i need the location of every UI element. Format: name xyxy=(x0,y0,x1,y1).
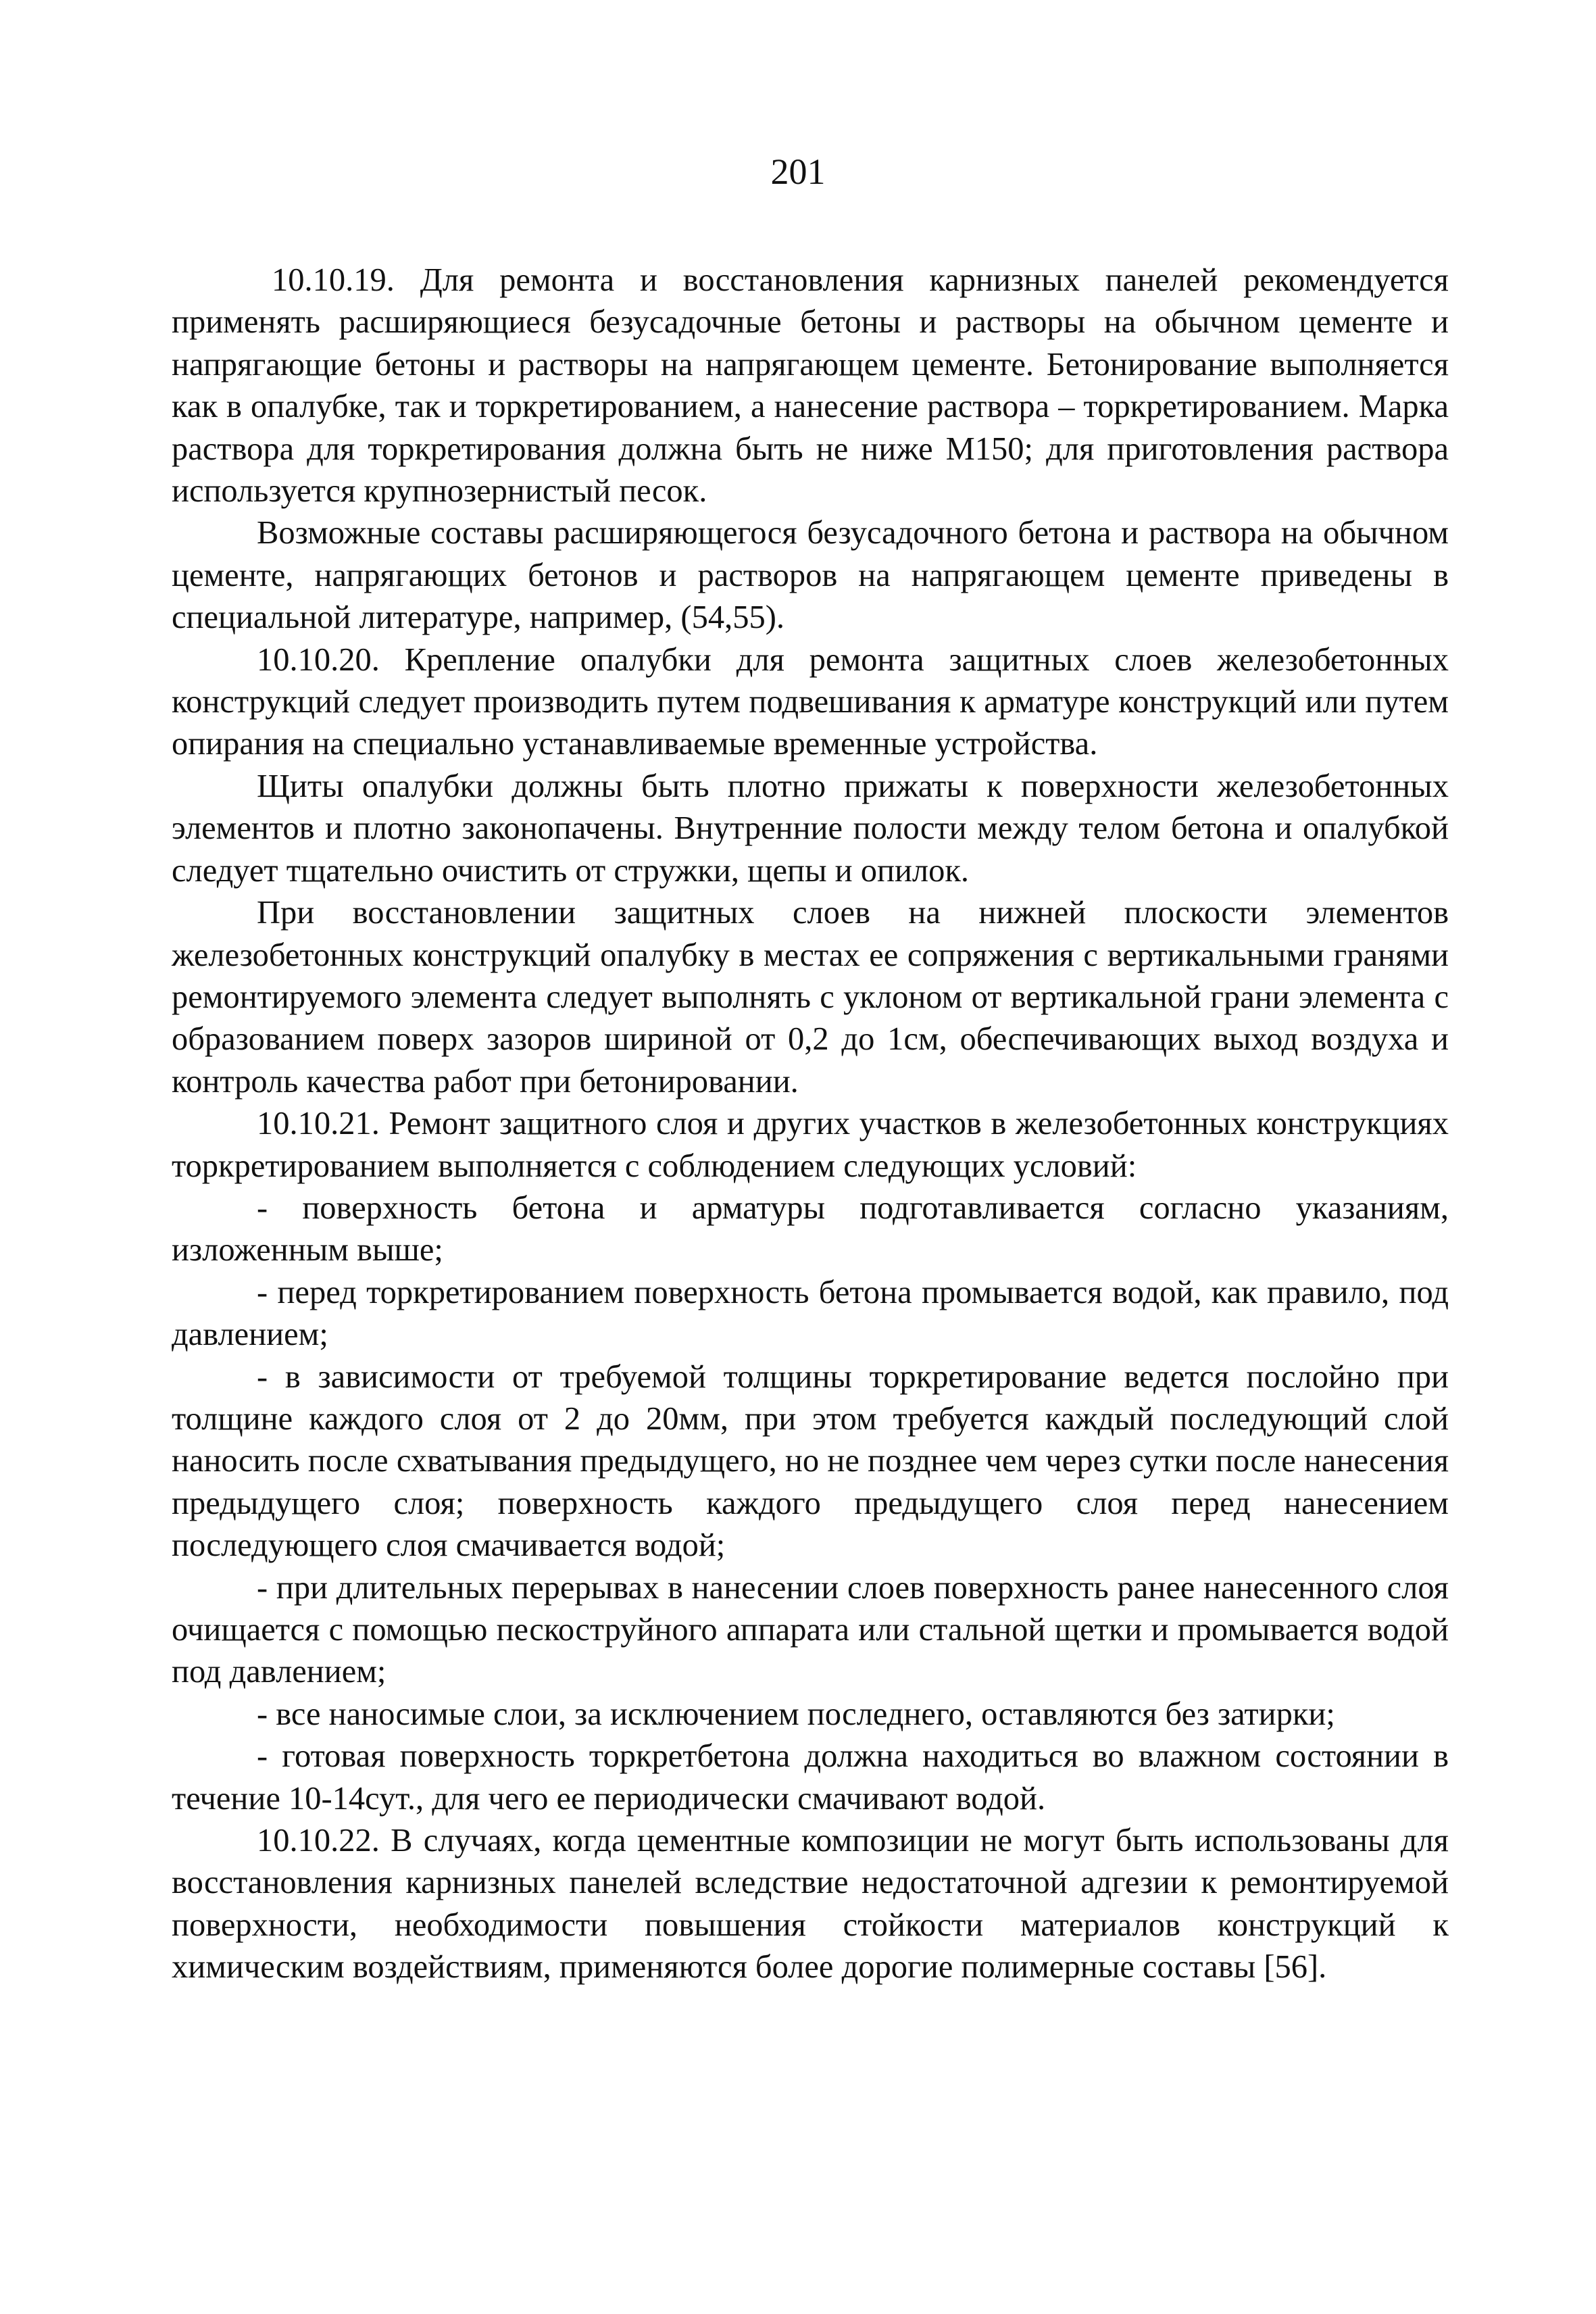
paragraph-restoration-lower-plane: При восстановлении защитных слоев на нижней плоскости элементов железобетонных конструкций опалубку в местах ее сопряжения с вертикальными гранями ремонтируемого элемента следует выполнять с уклоном от вертикальной грани элемента с образованием поверх зазоров шириной от 0,2 до 1см, обеспечивающих выход воздуха и контроль качества работ при бетонировании. xyxy=(172,895,1449,1100)
paragraph-10-10-21: 10.10.21. Ремонт защитного слоя и других участков в железобетонных конструкциях торкретированием выполняется с соблюдением следующих условий: xyxy=(172,1106,1449,1184)
list-item-washing: - перед торкретированием поверхность бетона промывается водой, как правило, под давлением; xyxy=(172,1274,1449,1353)
page-number: 201 xyxy=(770,151,826,192)
paragraph-possible-compositions: Возможные составы расширяющегося безусадочного бетона и раствора на обычном цементе, напрягающих бетонов и растворов на напрягающем цементе приведены в специальной литературе, например, (54,55). xyxy=(172,515,1449,636)
list-item-moist-curing: - готовая поверхность торкретбетона должна находиться во влажном состоянии в течение 10-14сут., для чего ее периодически смачивают водой. xyxy=(172,1738,1449,1817)
paragraph-10-10-20: 10.10.20. Крепление опалубки для ремонта защитных слоев железобетонных конструкций следует производить путем подвешивания к арматуре конструкций или путем опирания на специально устанавливаемые временные устройства. xyxy=(172,641,1449,762)
list-item-layering: - в зависимости от требуемой толщины торкретирование ведется послойно при толщине каждого слоя от 2 до 20мм, при этом требуется каждый последующий слой наносить после схватывания предыдущего, но не позднее чем через сутки после нанесения предыдущего слоя; поверхность каждого предыдущего слоя перед нанесением последующего слоя смачивается водой; xyxy=(172,1358,1449,1564)
list-item-long-breaks: - при длительных перерывах в нанесении слоев поверхность ранее нанесенного слоя очищается с помощью пескоструйного аппарата или стальной щетки и промывается водой под давлением; xyxy=(172,1569,1449,1690)
paragraph-10-10-22: 10.10.22. В случаях, когда цементные композиции не могут быть использованы для восстановления карнизных панелей вследствие недостаточной адгезии к ремонтируемой поверхности, необходимости повышения стойкости материалов конструкций к химическим воздействиям, применяются более дорогие полимерные составы [56]. xyxy=(172,1823,1449,1986)
document-body xyxy=(172,260,1449,1989)
paragraph-10-10-19: 10.10.19. Для ремонта и восстановления карнизных панелей рекомендуется применять расширяющиеся безусадочные бетоны и растворы на обычном цементе и напрягающие бетоны и растворы на напрягающем цементе. Бетонирование выполняется как в опалубке, так и торкретированием, а нанесение раствора – торкретированием. Марка раствора для торкретирования должна быть не ниже М150; для приготовления раствора используется крупнозернистый песок. xyxy=(172,262,1449,510)
list-item-surface-preparation: - поверхность бетона и арматуры подготавливается согласно указаниям, изложенным выше; xyxy=(172,1189,1449,1269)
paragraph-formwork-panels: Щиты опалубки должны быть плотно прижаты к поверхности железобетонных элементов и плотно законопачены. Внутренние полости между телом бетона и опалубкой следует тщательно очистить от стружки, щепы и опилок. xyxy=(172,768,1449,889)
list-item-no-finishing: - все наносимые слои, за исключением последнего, оставляются без затирки; xyxy=(257,1696,1335,1732)
